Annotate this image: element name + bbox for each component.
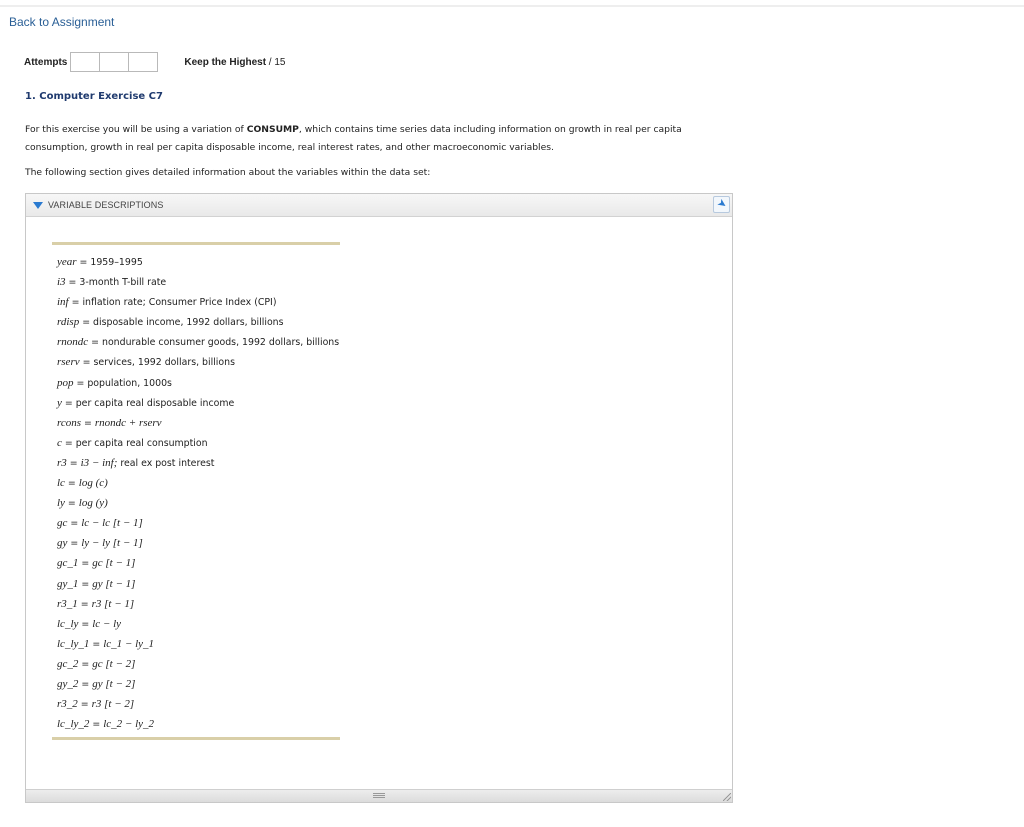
variable-row [57,553,377,573]
variable-row [57,654,377,674]
equals-sign: = [89,638,104,650]
question-intro [25,121,725,157]
panel-title: VARIABLE DESCRIPTIONS [48,200,164,210]
variable-name: ly [57,497,65,510]
variable-definition: population, 1000s [87,377,172,389]
variable-definition: gc [t − 2] [92,657,136,670]
variable-row [57,453,377,473]
variable-row [57,493,377,513]
equals-sign: = [79,317,94,329]
variable-name: gc_2 [57,657,79,670]
question-title: 1. Computer Exercise C7 [25,91,163,102]
variable-name: gc_1 [57,557,79,570]
variable-name: gy_1 [57,577,79,590]
equals-sign: = [78,558,93,570]
variable-name: c [57,436,62,449]
intro-text-end: , which contains time series data including information on growth in real per capita consumption, growth in real per capita disposable income, real interest rates, and other macroeconomic variables. [25,124,682,153]
resize-handle-icon[interactable] [723,793,731,801]
equals-sign: = [88,337,102,349]
variable-definition: lc_2 − ly_2 [103,718,155,731]
variable-row [57,413,377,433]
equals-sign: = [64,478,79,490]
attempts-row [24,51,286,73]
variable-row [57,694,377,714]
variable-row [57,292,377,312]
equals-sign: = [73,377,88,389]
variable-name: year [57,256,77,268]
variable-definition: inflation rate; Consumer Price Index (CPI) [82,297,277,309]
variable-row [57,332,377,352]
variable-name: i3 [57,276,66,289]
pin-button[interactable] [713,196,730,213]
variable-row [57,373,377,393]
variable-definition: ly − ly [t − 1] [81,537,143,550]
variable-list [57,252,377,734]
horizontal-scrollbar[interactable] [26,789,732,802]
variable-name: gc [57,517,68,530]
variable-definition: rnondc + rserv [94,416,162,429]
variable-name: pop [57,376,74,389]
variable-name: lc_ly [57,617,79,630]
variable-row [57,533,377,553]
variable-name: gy [57,537,68,550]
variable-definition: log (c) [78,477,108,490]
variable-row [57,574,377,594]
scroll-grip-icon[interactable] [373,793,385,798]
variable-row [57,594,377,614]
variable-definition: nondurable consumer goods, 1992 dollars, billions [102,337,340,349]
variable-definition: per capita real disposable income [75,397,235,409]
variable-name: gy_2 [57,677,79,690]
bottom-rule [52,737,340,740]
equals-sign: = [67,538,82,550]
variable-row [57,352,377,372]
variable-name: lc_ly_1 [57,637,90,650]
score-total: / 15 [266,56,286,68]
equals-sign: = [67,518,82,530]
panel-header[interactable] [26,194,732,217]
variable-name: r3 [57,456,67,469]
variable-row [57,674,377,694]
variable-name: y [57,396,62,409]
top-divider [0,5,1024,7]
attempt-box-1 [70,52,100,72]
variable-definition: log (y) [78,497,108,510]
triangle-down-icon[interactable] [33,202,43,209]
variable-definition: gy [t − 1] [92,577,136,590]
attempt-box-3 [128,52,158,72]
variable-row [57,513,377,533]
equals-sign: = [77,699,92,711]
variable-definition: gy [t − 2] [92,677,136,690]
equals-sign: = [78,678,93,690]
variable-definition: r3 [t − 2] [91,698,135,711]
equals-sign: = [76,257,91,268]
variable-name: rnondc [57,336,89,349]
back-to-assignment-link[interactable]: Back to Assignment [9,15,115,29]
equals-sign: = [65,277,80,289]
variable-row [57,433,377,453]
variable-definition: services, 1992 dollars, billions [93,357,235,369]
variable-definition: 1959–1995 [90,257,143,268]
variable-name: rcons [57,416,82,429]
variable-definition-note: real ex post interest [117,457,215,469]
dataset-name: CONSUMP [246,124,299,135]
variable-definition: lc − ly [92,617,122,630]
variable-row [57,393,377,413]
keep-highest-label: Keep the Highest [184,56,267,68]
variable-name: lc_ly_2 [57,718,90,731]
variable-row [57,272,377,292]
variable-name: rserv [57,356,80,369]
variable-definition: lc_1 − ly_1 [103,637,155,650]
equals-sign: = [68,297,83,309]
equals-sign: = [89,719,104,731]
variable-row [57,312,377,332]
variable-row [57,634,377,654]
keep-highest-score [184,57,285,68]
variable-definition: per capita real consumption [75,437,208,449]
variable-name: r3_1 [57,597,78,610]
following-text: The following section gives detailed information about the variables within the data set: [25,167,431,178]
variable-row [57,714,377,734]
equals-sign: = [78,578,93,590]
variable-row [57,614,377,634]
attempt-box-2 [99,52,129,72]
variable-descriptions-panel [25,193,733,803]
equals-sign: = [78,658,93,670]
equals-sign: = [64,498,79,510]
variable-definition: r3 [t − 1] [91,597,135,610]
variable-definition: disposable income, 1992 dollars, billions [93,317,284,329]
equals-sign: = [78,618,93,630]
variable-name: lc [57,477,65,490]
variable-definition: i3 − inf; [80,456,118,469]
variable-definition: lc − lc [t − 1] [81,517,143,530]
variable-definition: gc [t − 1] [92,557,136,570]
equals-sign: = [61,437,76,449]
variable-name: inf [57,296,69,309]
equals-sign: = [61,397,76,409]
equals-sign: = [77,598,92,610]
intro-text-start: For this exercise you will be using a variation of [25,124,247,135]
variable-definition: 3-month T-bill rate [79,277,167,289]
equals-sign: = [79,357,94,369]
variable-row [57,473,377,493]
variable-row [57,252,377,272]
variable-name: rdisp [57,316,80,329]
equals-sign: = [66,457,81,469]
pushpin-icon: ➤ [714,196,730,212]
top-rule [52,242,340,245]
attempts-label: Attempts [24,56,68,68]
equals-sign: = [81,417,95,429]
variable-name: r3_2 [57,698,78,711]
